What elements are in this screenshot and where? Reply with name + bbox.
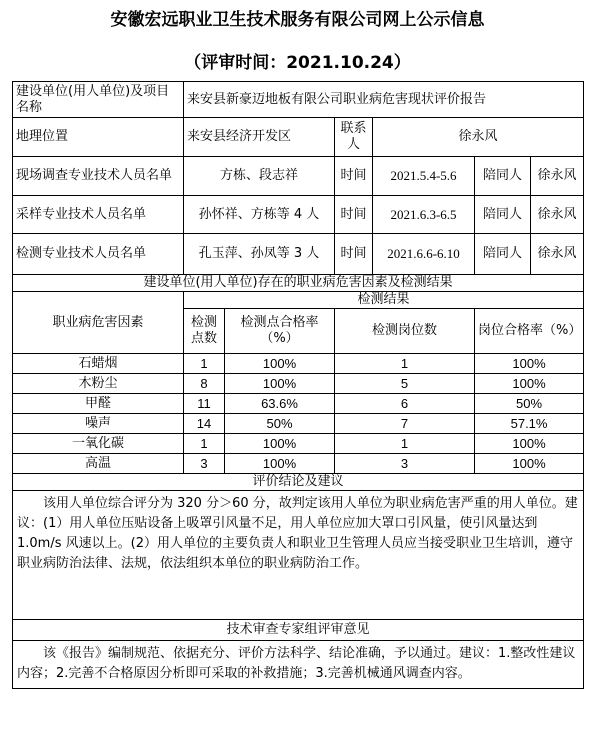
survey-companion: 徐永风: [531, 157, 584, 196]
table-row: [13, 454, 584, 474]
conclusion-text: 该用人单位综合评分为 320 分＞60 分，故判定该用人单位为职业病危害严重的用人单位。建议：(1）用人单位压贴设备上吸罩引风量不足，用人单位应加大罩口引风量，使引风量达到 1.0m/s 风速以上。(2）用人单位的主要负责人和职业卫生管理人员应当接受职业卫生培训，遵守职业病防治法律、法规，依法组织本单位的职业病防治工作。: [13, 491, 584, 620]
hazard-posts: 1: [335, 434, 475, 454]
hazard-points: 14: [184, 414, 225, 434]
hazard-name: 木粉尘: [13, 374, 184, 394]
testing-companion-label: 陪同人: [475, 234, 531, 275]
hazard-posts-rate: 100%: [475, 374, 584, 394]
unit-value: 来安县新豪迈地板有限公司职业病危害现状评价报告: [184, 82, 584, 118]
hazard-posts: 5: [335, 374, 475, 394]
hazard-points-rate: 100%: [225, 434, 335, 454]
sampling-time: 2021.6.3-6.5: [373, 196, 475, 234]
col-posts-rate-header: 岗位合格率（%）: [475, 309, 584, 354]
sampling-time-label: 时间: [335, 196, 373, 234]
hazard-posts: 3: [335, 454, 475, 474]
hazard-points-rate: 100%: [225, 454, 335, 474]
hazard-points-rate: 100%: [225, 354, 335, 374]
testing-time-label: 时间: [335, 234, 373, 275]
contact-value: 徐永风: [373, 118, 584, 157]
testing-time: 2021.6.6-6.10: [373, 234, 475, 275]
page-title: 安徽宏远职业卫生技术服务有限公司网上公示信息: [110, 10, 485, 30]
testing-companion: 徐永风: [531, 234, 584, 275]
location-value: 来安县经济开发区: [184, 118, 335, 157]
table-row: [13, 414, 584, 434]
review-date: （评审时间：2021.10.24）: [184, 53, 411, 73]
sampling-companion-label: 陪同人: [475, 196, 531, 234]
hazard-name: 石蜡烟: [13, 354, 184, 374]
survey-companion-label: 陪同人: [475, 157, 531, 196]
survey-value: 方栋、段志祥: [184, 157, 335, 196]
review-title-row: [13, 620, 584, 641]
hazard-posts-rate: 100%: [475, 354, 584, 374]
table-row: [13, 354, 584, 374]
hazard-points: 1: [184, 434, 225, 454]
unit-label: 建设单位(用人单位)及项目名称: [13, 82, 184, 118]
testing-row: [13, 234, 584, 275]
disclosure-table: [12, 81, 584, 689]
hazard-points-rate: 63.6%: [225, 394, 335, 414]
hazard-posts-rate: 50%: [475, 394, 584, 414]
survey-time-label: 时间: [335, 157, 373, 196]
col-posts-header: 检测岗位数: [335, 309, 475, 354]
survey-row: [13, 157, 584, 196]
conclusion-title: 评价结论及建议: [13, 474, 584, 491]
hazard-posts: 6: [335, 394, 475, 414]
hazard-points: 3: [184, 454, 225, 474]
hazard-posts-rate: 57.1%: [475, 414, 584, 434]
conclusion-body-row: [13, 491, 584, 620]
hazard-points: 11: [184, 394, 225, 414]
testing-label: 检测专业技术人员名单: [13, 234, 184, 275]
unit-row: [13, 82, 584, 118]
hazard-name: 噪声: [13, 414, 184, 434]
table-row: [13, 434, 584, 454]
col-points-header: 检测点数: [184, 309, 225, 354]
sampling-companion: 徐永风: [531, 196, 584, 234]
hazard-points-rate: 50%: [225, 414, 335, 434]
hazard-name: 甲醛: [13, 394, 184, 414]
hazards-header-row: [13, 292, 584, 309]
hazard-points: 1: [184, 354, 225, 374]
contact-label: 联系人: [335, 118, 373, 157]
hazard-name: 高温: [13, 454, 184, 474]
table-row: [13, 374, 584, 394]
hazard-posts: 1: [335, 354, 475, 374]
hazard-posts: 7: [335, 414, 475, 434]
hazard-points-rate: 100%: [225, 374, 335, 394]
location-row: [13, 118, 584, 157]
review-title: 技术审查专家组评审意见: [13, 620, 584, 641]
conclusion-title-row: [13, 474, 584, 491]
hazard-name: 一氧化碳: [13, 434, 184, 454]
sampling-row: [13, 196, 584, 234]
sampling-label: 采样专业技术人员名单: [13, 196, 184, 234]
table-row: [13, 394, 584, 414]
col-points-rate-header: 检测点合格率（%）: [225, 309, 335, 354]
results-header: 检测结果: [184, 292, 584, 309]
review-text: 该《报告》编制规范、依据充分、评价方法科学、结论准确，予以通过。建议：1.整改性建议内容；2.完善不合格原因分析即可采取的补救措施；3.完善机械通风调查内容。: [13, 641, 584, 689]
hazards-section-title: 建设单位(用人单位)存在的职业病危害因素及检测结果: [13, 275, 584, 292]
hazards-section-row: [13, 275, 584, 292]
review-body-row: [13, 641, 584, 689]
survey-time: 2021.5.4-5.6: [373, 157, 475, 196]
hazard-posts-rate: 100%: [475, 434, 584, 454]
hazard-posts-rate: 100%: [475, 454, 584, 474]
testing-value: 孔玉萍、孙凤等 3 人: [184, 234, 335, 275]
survey-label: 现场调查专业技术人员名单: [13, 157, 184, 196]
location-label: 地理位置: [13, 118, 184, 157]
factor-header: 职业病危害因素: [13, 292, 184, 354]
sampling-value: 孙怀祥、方栋等 4 人: [184, 196, 335, 234]
hazard-points: 8: [184, 374, 225, 394]
